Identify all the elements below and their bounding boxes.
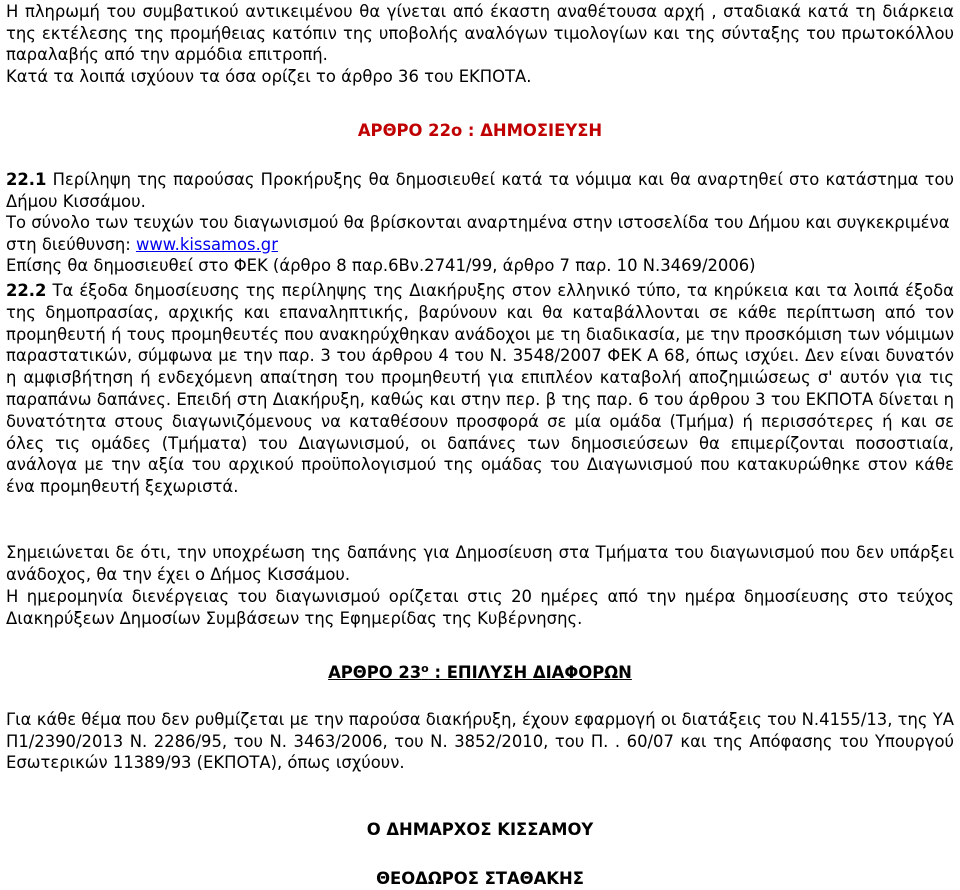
article-22-paragraph-6: Η ημερομηνία διενέργειας του διαγωνισμού ορίζεται στις 20 ημέρες από την ημέρα δημοσίευσης στο τεύχος Διακηρύξεων Δημοσίων Συμβάσεων της Εφημερίδας της Κυβέρνησης. [6, 587, 954, 628]
article-22-paragraph-4 [6, 280, 954, 498]
article-22-paragraph-1 [6, 169, 954, 212]
intro-text: Η πληρωμή του συμβατικού αντικειμένου θα γίνεται από έκαστη αναθέτουσα αρχή , σταδιακά κατά τη διάρκεια της εκτέλεσης της προμήθειας κατόπιν της υποβολής αναλόγων τιμολογίων και της σύνταξης του πρωτοκόλλου παραλαβής από την αρμόδια επιτροπή. [6, 2, 954, 64]
intro-text-2: Κατά τα λοιπά ισχύουν τα όσα ορίζει το άρθρο 36 του ΕΚΠΟΤΑ. [6, 66, 532, 86]
article-22-heading: ΑΡΘΡΟ 22ο : ΔΗΜΟΣΙΕΥΣΗ [357, 121, 603, 140]
article-22-2-body: Τα έξοδα δημοσίευσης της περίληψης της Διακήρυξης στον ελληνικό τύπο, τα κηρύκεια και τα λοιπά έξοδα της δημοπρασίας, αρχικής και επαναληπτικής, βαρύνουν και θα καταβάλλονται σε κάθε περίπτωση από τον προμηθευτή ή τους προμηθευτές που ανακηρύχθηκαν ανάδοχοι με τη διαδικασία, με την προσκόμιση των νόμιμων παραστατικών, σύμφωνα με την παρ. 3 του άρθρου 4 του Ν. 3548/2007 ΦΕΚ Α 68, όπως ισχύει. Δεν είναι δυνατόν η αμφισβήτηση ή ενδεχόμενη απαίτηση του προμηθευτή για επιπλέον καταβολή αποζημιώσεως σ' αυτόν για τις παραπάνω δαπάνες. Επειδή στη Διακήρυξη, καθώς και στην περ. β της παρ. 6 του άρθρου 3 του ΕΚΠΟΤΑ δίνεται η δυνατότητα στους διαγωνιζόμενους να καταθέσουν προσφορά σε μία ομάδα (Τμήμα) ή περισσότερες ή και σε όλες τις ομάδες (Τμήματα) του Διαγωνισμού, οι δαπάνες των δημοσιεύσεων θα επιμερίζονται ποσοστιαία, ανάλογα με την αξία του αρχικού προϋπολογισμού της ομάδας του Διαγωνισμού που κατακυρώθηκε στον κάθε ένα προμηθευτή ξεχωριστά. [6, 281, 954, 497]
article-22-paragraph-5: Σημειώνεται δε ότι, την υποχρέωση της δαπάνης για Δημοσίευση στα Τμήματα του διαγωνισμού που δεν υπάρξει ανάδοχος, θα την έχει ο Δήμος Κισσάμου. [6, 543, 954, 584]
article-22-2-text: Το σύνολο των τευχών του διαγωνισμού θα βρίσκονται αναρτημένα στην ιστοσελίδα του Δήμου και συγκεκριμένα στη διεύθυνση: [6, 213, 950, 254]
article-22-paragraph-3: Επίσης θα δημοσιευθεί στο ΦΕΚ (άρθρο 8 παρ.6Βν.2741/99, άρθρο 7 παρ. 10 Ν.3469/2006) [6, 256, 756, 275]
signature-name: ΘΕΟΔΩΡΟΣ ΣΤΑΘΑΚΗΣ [376, 869, 584, 888]
article-23-title-end: ΙΑΦΟΡΩΝ [545, 663, 632, 682]
signature-title: Ο ΔΗΜΑΡΧΟΣ ΚΙΣΣΑΜΟΥ [366, 820, 594, 839]
article-23-title: ΑΡΘΡΟ 23 [328, 663, 422, 682]
article-23-title-mid: : ΕΠΙΛΥΣΗ [428, 663, 533, 682]
article-22-1-text: Περίληψη της παρούσας Προκήρυξης θα δημοσιευθεί κατά τα νόμιμα και θα αναρτηθεί στο κατάστημα του Δήμου Κισσάμου. [6, 170, 954, 211]
article-23-heading [0, 662, 960, 686]
intro-paragraph [6, 1, 954, 87]
article-23-title-letter: Δ [532, 663, 546, 682]
website-link[interactable]: www.kissamos.gr [135, 234, 278, 254]
article-23-sup: ο [421, 662, 429, 675]
article-22-paragraph-2 [6, 212, 954, 255]
article-23-paragraph: Για κάθε θέμα που δεν ρυθμίζεται με την παρούσα διακήρυξη, έχουν εφαρμογή οι διατάξεις του Ν.4155/13, της ΥΑ Π1/2390/2013 Ν. 2286/95, του Ν. 3463/2006, του Ν. 3852/2010, του Π. . 60/07 και της Απόφασης του Υπουργού Εσωτερικών 11389/93 (ΕΚΠΟΤΑ), όπως ισχύουν. [6, 710, 954, 772]
article-22-1-number: 22.1 [6, 170, 47, 189]
article-22-2-number: 22.2 [6, 281, 47, 300]
